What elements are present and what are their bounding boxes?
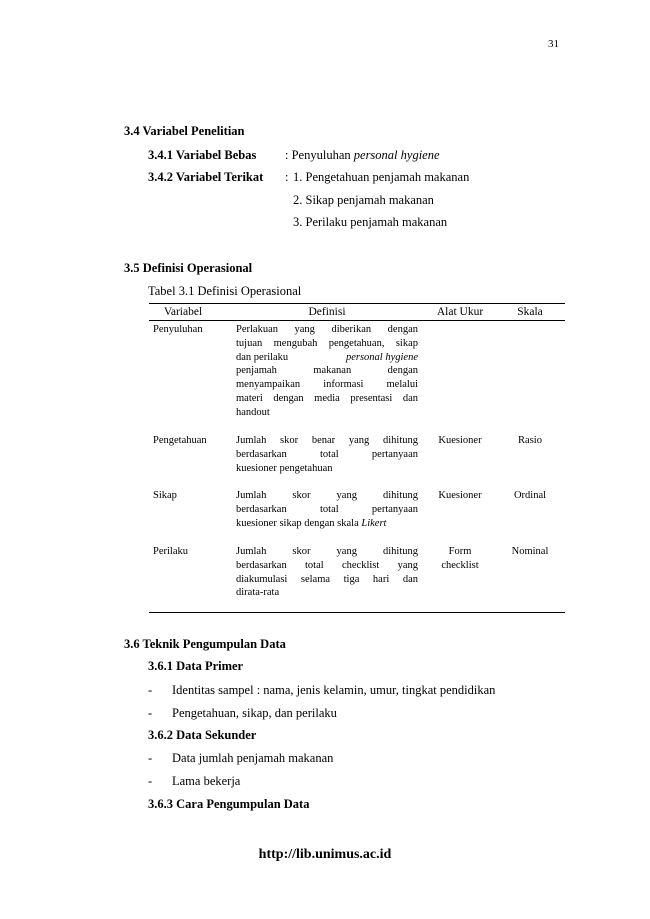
bullet-dash: - (148, 683, 153, 697)
table-top-rule (149, 303, 565, 304)
subheading-variabel-terikat: 3.4.2 Variabel Terikat (148, 170, 264, 184)
subheading-data-primer: 3.6.1 Data Primer (148, 659, 244, 673)
list-item: Pengetahuan, sikap, dan perilaku (172, 706, 337, 720)
list-item: Lama bekerja (172, 774, 241, 788)
table-cell-definisi (236, 545, 418, 600)
definisi-line-part: dan perilaku (236, 351, 289, 363)
definisi-line-italic: Likert (361, 517, 387, 529)
subheading-variabel-bebas: 3.4.1 Variabel Bebas (148, 148, 257, 162)
page-number: 31 (548, 38, 559, 50)
definisi-line: Jumlah skor yang dihitung (236, 546, 418, 557)
table-cell-alat-ukur: Kuesioner (438, 435, 482, 446)
definisi-line: materi dengan media presentasi dan (236, 392, 418, 404)
table-cell-variabel: Sikap (153, 490, 177, 501)
bullet-dash: - (148, 706, 153, 720)
table-cell-definisi (236, 434, 418, 475)
table-caption: Tabel 3.1 Definisi Operasional (148, 284, 302, 298)
table-cell-variabel: Perilaku (153, 546, 188, 557)
definisi-line: berdasarkan total checklist yang (236, 559, 418, 571)
list-item: Data jumlah penjamah makanan (172, 751, 334, 765)
table-cell-skala: Rasio (518, 435, 542, 446)
variabel-terikat-colon: : (285, 170, 289, 184)
subheading-cara-pengumpulan: 3.6.3 Cara Pengumpulan Data (148, 797, 310, 811)
definisi-line: Jumlah skor benar yang dihitung (236, 435, 418, 446)
table-cell-alat-ukur (428, 545, 492, 573)
definisi-line: Jumlah skor yang dihitung (236, 490, 418, 501)
column-header-skala: Skala (517, 306, 543, 318)
variabel-bebas-value (285, 148, 440, 163)
variabel-terikat-item: 3. Perilaku penjamah makanan (293, 215, 448, 229)
variabel-bebas-text: Penyuluhan (291, 148, 351, 162)
table-cell-alat-ukur: Kuesioner (438, 490, 482, 501)
definisi-line: Perlakuan yang diberikan dengan (236, 324, 418, 335)
section-heading-3-6: 3.6 Teknik Pengumpulan Data (124, 637, 286, 651)
subheading-data-sekunder: 3.6.2 Data Sekunder (148, 728, 257, 742)
alat-ukur-line: Form (448, 546, 472, 557)
definisi-line: handout (236, 406, 270, 418)
list-item: Identitas sampel : nama, jenis kelamin, umur, tingkat pendidikan (172, 683, 496, 697)
variabel-terikat-item: 2. Sikap penjamah makanan (293, 193, 434, 207)
bullet-dash: - (148, 774, 153, 788)
table-cell-variabel: Pengetahuan (153, 435, 207, 446)
definisi-line: penjamah makanan dengan (236, 365, 418, 377)
column-header-alat-ukur: Alat Ukur (436, 306, 484, 318)
definisi-line: diakumulasi selama tiga hari dan (236, 573, 418, 585)
table-cell-variabel: Penyuluhan (153, 324, 203, 335)
definisi-line: tujuan mengubah pengetahuan, sikap (236, 337, 418, 349)
colon: : (285, 148, 289, 162)
footer-url: http://lib.unimus.ac.id (258, 847, 392, 862)
alat-ukur-line: checklist (441, 559, 479, 571)
definisi-line: berdasarkan total pertanyaan (236, 503, 418, 515)
definisi-line (236, 351, 418, 365)
table-cell-skala: Nominal (511, 546, 549, 557)
definisi-line-italic: personal hygiene (345, 351, 418, 363)
bullet-dash: - (148, 751, 153, 765)
table-cell-definisi (236, 323, 418, 420)
column-header-variabel: Variabel (163, 306, 203, 318)
definisi-line: dirata-rata (236, 587, 280, 599)
variabel-bebas-italic: personal hygiene (353, 148, 440, 162)
definisi-line: kuesioner pengetahuan (236, 462, 333, 474)
table-cell-definisi (236, 489, 418, 530)
definisi-line: menyampaikan informasi melalui (236, 379, 418, 391)
section-heading-3-4: 3.4 Variabel Penelitian (124, 124, 245, 138)
definisi-line-part: kuesioner sikap dengan skala (236, 517, 359, 529)
section-heading-3-5: 3.5 Definisi Operasional (124, 261, 253, 275)
variabel-terikat-item: 1. Pengetahuan penjamah makanan (293, 170, 470, 184)
table-header-rule (149, 320, 565, 321)
column-header-definisi: Definisi (308, 306, 346, 318)
definisi-line: berdasarkan total pertanyaan (236, 448, 418, 460)
table-cell-skala: Ordinal (513, 490, 547, 501)
definisi-line (236, 517, 418, 531)
table-bottom-rule (149, 612, 565, 613)
